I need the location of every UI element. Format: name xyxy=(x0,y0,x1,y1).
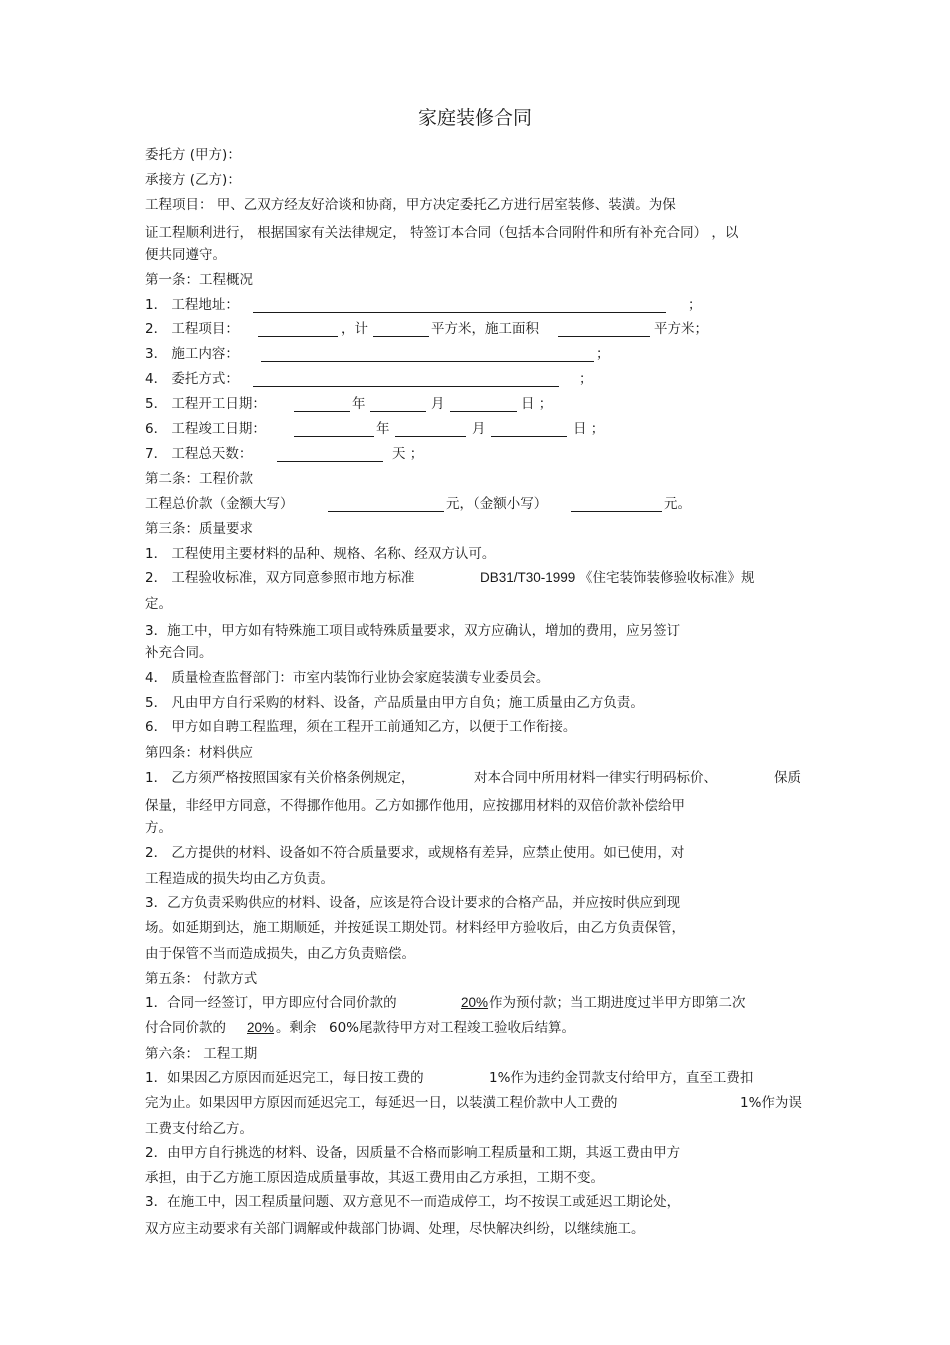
text: 月 xyxy=(431,396,445,412)
price-words-field[interactable] xyxy=(328,511,444,512)
text: 平方米，施工面积 xyxy=(431,321,539,337)
text: 日 ； xyxy=(521,396,553,412)
paragraph: 承担，由于乙方施工原因造成质量事故，其返工费用由乙方承担，工期不变。 xyxy=(145,1170,604,1186)
completion-month-field[interactable] xyxy=(395,436,466,437)
paragraph: 付合同价款的 xyxy=(145,1020,226,1036)
paragraph: 对本合同中所用材料一律实行明码标价、 xyxy=(474,770,717,786)
construction-content-label: 3． 施工内容： xyxy=(145,346,239,362)
article-5-heading: 第五条： 付款方式 xyxy=(145,971,258,987)
article-4-heading: 第四条：材料供应 xyxy=(145,745,253,761)
text: 年 xyxy=(376,421,390,437)
paragraph: 方。 xyxy=(145,820,172,836)
document-title: 家庭装修合同 xyxy=(417,107,532,129)
paragraph: 2． 工程验收标准，双方同意参照市地方标准 xyxy=(145,570,415,586)
total-price-label: 工程总价款（金额大写） xyxy=(145,496,294,512)
punct: ； xyxy=(596,346,610,362)
paragraph: 完为止。如果因甲方原因而延迟完工，每延迟一日，以装潢工程价款中人工费的 xyxy=(145,1095,618,1111)
text: 天 ； xyxy=(392,446,424,462)
punct: ； xyxy=(579,371,593,387)
start-day-field[interactable] xyxy=(450,411,517,412)
intro-line-3: 便共同遵守。 xyxy=(145,247,226,263)
paragraph: 由于保管不当而造成损失，由乙方负责赔偿。 xyxy=(145,946,415,962)
text: 月 xyxy=(472,421,486,437)
completion-year-field[interactable] xyxy=(294,436,374,437)
area-field[interactable] xyxy=(373,336,429,337)
start-date-label: 5． 工程开工日期： xyxy=(145,396,266,412)
paragraph: 工程造成的损失均由乙方负责。 xyxy=(145,871,334,887)
paragraph: 4． 质量检查监督部门：市室内装饰行业协会家庭装潢专业委员会。 xyxy=(145,670,550,686)
paragraph: 6． 甲方如自聘工程监理，须在工程开工前通知乙方，以便于工作衔接。 xyxy=(145,719,577,735)
paragraph: 1． 工程使用主要材料的品种、规格、名称、经双方认可。 xyxy=(145,546,496,562)
project-address-label: 1． 工程地址： xyxy=(145,297,239,313)
project-item-label: 2． 工程项目： xyxy=(145,321,239,337)
completion-date-label: 6． 工程竣工日期： xyxy=(145,421,266,437)
paragraph: 2．由甲方自行挑选的材料、设备，因质量不合格而影响工程质量和工期，其返工费由甲方 xyxy=(145,1145,681,1161)
construction-content-field[interactable] xyxy=(261,361,594,362)
commission-method-label: 4． 委托方式： xyxy=(145,371,239,387)
intro-line-2: 证工程顺利进行， 根据国家有关法律规定， 特签订本合同（包括本合同附件和所有补充合同） ，以 xyxy=(145,225,739,241)
paragraph: 1%作为违约金罚款支付给甲方，直至工费扣 xyxy=(489,1070,754,1086)
standard-reference: DB31/T30-1999 《住宅装饰装修验收标准》规 xyxy=(480,570,755,585)
start-year-field[interactable] xyxy=(294,411,350,412)
text: 日 ； xyxy=(573,421,605,437)
paragraph: 3．施工中，甲方如有特殊施工项目或特殊质量要求，双方应确认，增加的费用，应另签订 xyxy=(145,623,681,639)
completion-day-field[interactable] xyxy=(491,436,567,437)
project-item-field[interactable] xyxy=(258,336,338,337)
total-days-label: 7． 工程总天数： xyxy=(145,446,253,462)
paragraph: 60%尾款待甲方对工程竣工验收后结算。 xyxy=(329,1020,576,1036)
article-2-heading: 第二条：工程价款 xyxy=(145,471,253,487)
paragraph: 保量，非经甲方同意，不得挪作他用。乙方如挪作他用，应按挪用材料的双倍价款补偿给甲 xyxy=(145,798,685,814)
contractor-party-label: 承接方 (乙方)： xyxy=(145,172,241,188)
paragraph: 1．如果因乙方原因而延迟完工，每日按工费的 xyxy=(145,1070,424,1086)
text: ，计 xyxy=(341,321,368,337)
commission-method-field[interactable] xyxy=(253,386,559,387)
paragraph: 1． 乙方须严格按照国家有关价格条例规定， xyxy=(145,770,415,786)
punct: ； xyxy=(688,297,702,313)
article-1-heading: 第一条：工程概况 xyxy=(145,272,253,288)
prepayment-percent: 20% xyxy=(461,995,489,1010)
construction-area-field[interactable] xyxy=(558,336,650,337)
text: 元。 xyxy=(664,496,691,512)
paragraph: 场。如延期到达，施工期顺延，并按延误工期处罚。材料经甲方验收后，由乙方负责保管， xyxy=(145,920,685,936)
article-6-heading: 第六条： 工程工期 xyxy=(145,1046,258,1062)
article-3-heading: 第三条：质量要求 xyxy=(145,521,253,537)
paragraph: 。剩余 xyxy=(276,1020,317,1036)
paragraph: 保质 xyxy=(774,770,801,786)
start-month-field[interactable] xyxy=(370,411,426,412)
second-payment-percent: 20% xyxy=(247,1020,275,1035)
paragraph: 定。 xyxy=(145,596,172,612)
paragraph: 补充合同。 xyxy=(145,645,213,661)
text: 年 xyxy=(352,396,366,412)
project-address-field[interactable] xyxy=(253,312,666,313)
paragraph: 1．合同一经签订，甲方即应付合同价款的 xyxy=(145,995,397,1011)
paragraph: 2． 乙方提供的材料、设备如不符合质量要求，或规格有差异，应禁止使用。如已使用，对 xyxy=(145,845,685,861)
total-days-field[interactable] xyxy=(277,461,383,462)
text: 平方米； xyxy=(654,321,708,337)
paragraph: 3．在施工中，因工程质量问题、双方意见不一而造成停工，均不按误工或延迟工期论处， xyxy=(145,1194,681,1210)
client-party-label: 委托方 (甲方)： xyxy=(145,147,241,163)
text: 元，（金额小写） xyxy=(446,496,548,512)
paragraph: 工费支付给乙方。 xyxy=(145,1121,253,1137)
paragraph: 5． 凡由甲方自行采购的材料、设备，产品质量由甲方自负；施工质量由乙方负责。 xyxy=(145,695,644,711)
paragraph: 作为预付款；当工期进度过半甲方即第二次 xyxy=(489,995,746,1011)
paragraph: 1%作为误 xyxy=(740,1095,802,1111)
price-numeric-field[interactable] xyxy=(571,511,662,512)
paragraph: 3．乙方负责采购供应的材料、设备，应该是符合设计要求的合格产品，并应按时供应到现 xyxy=(145,895,681,911)
paragraph: 双方应主动要求有关部门调解或仲裁部门协调、处理，尽快解决纠纷，以继续施工。 xyxy=(145,1221,645,1237)
intro-line-1: 工程项目： 甲、乙双方经友好洽谈和协商，甲方决定委托乙方进行居室装修、装潢。为保 xyxy=(145,197,676,213)
